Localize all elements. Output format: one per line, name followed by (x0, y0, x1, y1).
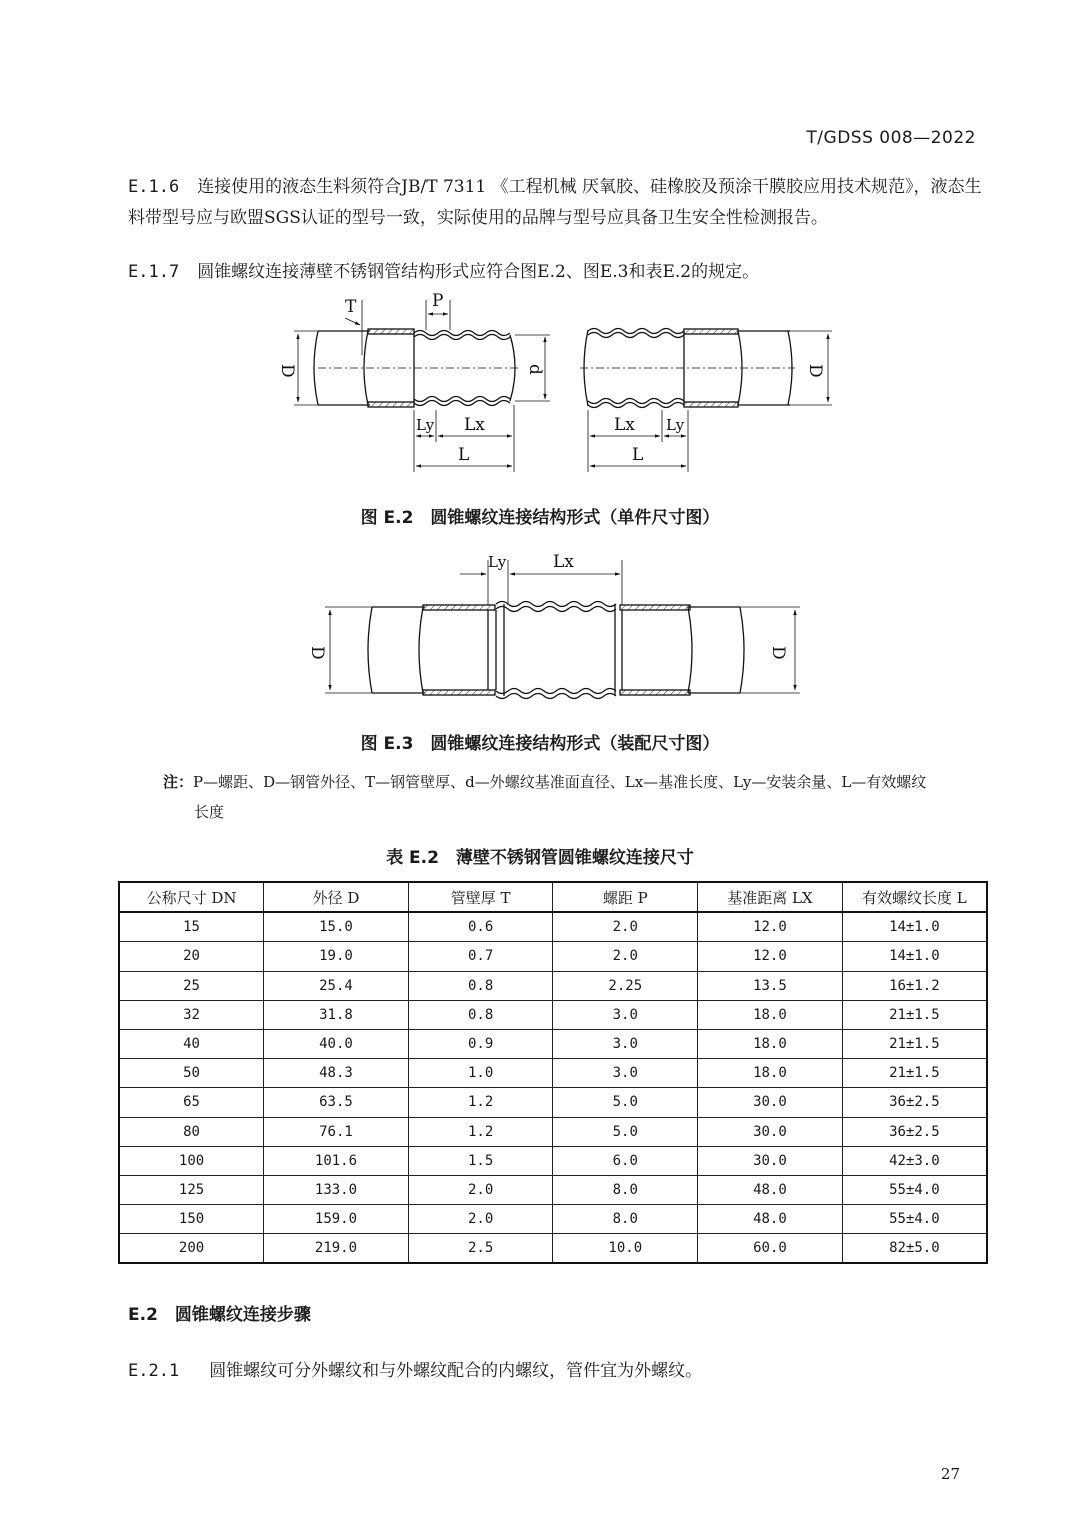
table-header-row (119, 882, 987, 912)
cell: 100 (119, 1146, 264, 1175)
cell: 60.0 (698, 1234, 843, 1264)
label-ly: Ly (488, 553, 507, 571)
label-lx-left: Lx (464, 415, 485, 435)
cell: 159.0 (264, 1205, 409, 1234)
cell: 21±1.5 (842, 1029, 987, 1058)
cell: 15.0 (264, 912, 409, 942)
table-row (119, 912, 987, 942)
cell: 0.9 (408, 1029, 553, 1058)
label-d-small: d (525, 364, 545, 375)
cell: 1.5 (408, 1146, 553, 1175)
left-pipe-part (314, 329, 520, 407)
cell: 101.6 (264, 1146, 409, 1175)
clause-e116 (128, 172, 983, 234)
cell: 8.0 (553, 1175, 698, 1204)
cell: 15 (119, 912, 264, 942)
header-dn: 公称尺寸 DN (119, 882, 264, 912)
label-d-left: D (277, 364, 297, 378)
cell: 21±1.5 (842, 1059, 987, 1088)
cell: 16±1.2 (842, 971, 987, 1000)
right-pipe-part (580, 329, 795, 408)
cell: 200 (119, 1234, 264, 1264)
table-row (119, 1175, 987, 1204)
figure-e3-caption: 图 E.3 圆锥螺纹连接结构形式（装配尺寸图） (360, 734, 720, 754)
cell: 48.3 (264, 1059, 409, 1088)
label-d-left: D (307, 646, 327, 660)
cell: 3.0 (553, 1000, 698, 1029)
header-pitch: 螺距 P (553, 882, 698, 912)
cell: 18.0 (698, 1059, 843, 1088)
cell: 20 (119, 942, 264, 971)
table-row (119, 1000, 987, 1029)
cell: 19.0 (264, 942, 409, 971)
clause-text: 连接使用的液态生料须符合JB/T 7311 《工程机械 厌氧胶、硅橡胶及预涂干膜胶应用技术规范》，液态生料带型号应与欧盟SGS认证的型号一致，实际使用的品牌与型号应具备卫生安全性检测报告。 (128, 177, 982, 228)
cell: 55±4.0 (842, 1205, 987, 1234)
table-row (119, 1117, 987, 1146)
table-e2 (118, 881, 988, 1264)
clause-e21 (128, 1356, 983, 1387)
label-ly-right: Ly (666, 416, 685, 434)
header-wall-thickness: 管壁厚 T (408, 882, 553, 912)
table-row (119, 1146, 987, 1175)
figure-e3-diagram (0, 545, 1080, 705)
cell: 2.0 (408, 1205, 553, 1234)
cell: 31.8 (264, 1000, 409, 1029)
label-p: P (432, 291, 444, 311)
note-label: 注： (163, 773, 194, 791)
label-d-right: D (768, 646, 788, 660)
cell: 25.4 (264, 971, 409, 1000)
header-thread-length: 有效螺纹长度 L (842, 882, 987, 912)
section-number: E.2 (128, 1305, 158, 1325)
cell: 18.0 (698, 1000, 843, 1029)
cell: 5.0 (553, 1117, 698, 1146)
cell: 40 (119, 1029, 264, 1058)
label-l-right: L (632, 445, 644, 465)
cell: 2.0 (553, 942, 698, 971)
cell: 10.0 (553, 1234, 698, 1264)
note-line-1: P—螺距、D—钢管外径、T—钢管壁厚、d—外螺纹基准面直径、Lx—基准长度、Ly—安装余量、L—有效螺纹 (193, 773, 927, 791)
header-base-distance: 基准距离 LX (698, 882, 843, 912)
cell: 80 (119, 1117, 264, 1146)
cell: 32 (119, 1000, 264, 1029)
header-outer-diameter: 外径 D (264, 882, 409, 912)
cell: 82±5.0 (842, 1234, 987, 1264)
cell: 50 (119, 1059, 264, 1088)
cell: 0.8 (408, 971, 553, 1000)
cell: 13.5 (698, 971, 843, 1000)
cell: 18.0 (698, 1029, 843, 1058)
cell: 125 (119, 1175, 264, 1204)
cell: 48.0 (698, 1175, 843, 1204)
cell: 8.0 (553, 1205, 698, 1234)
cell: 2.0 (408, 1175, 553, 1204)
label-lx: Lx (553, 552, 574, 572)
cell: 55±4.0 (842, 1175, 987, 1204)
cell: 0.6 (408, 912, 553, 942)
cell: 12.0 (698, 912, 843, 942)
cell: 76.1 (264, 1117, 409, 1146)
table-row (119, 942, 987, 971)
cell: 133.0 (264, 1175, 409, 1204)
clause-number: E.1.6 (128, 177, 180, 197)
cell: 36±2.5 (842, 1117, 987, 1146)
table-e2-caption: 表 E.2 薄壁不锈钢管圆锥螺纹连接尺寸 (386, 848, 694, 868)
table-row (119, 1088, 987, 1117)
cell: 2.25 (553, 971, 698, 1000)
document-code: T/GDSS 008—2022 (806, 128, 976, 148)
table-row (119, 1205, 987, 1234)
table-row (119, 1029, 987, 1058)
cell: 150 (119, 1205, 264, 1234)
figure-e2-caption: 图 E.2 圆锥螺纹连接结构形式（单件尺寸图） (360, 508, 720, 528)
cell: 1.2 (408, 1117, 553, 1146)
cell: 30.0 (698, 1146, 843, 1175)
clause-text: 圆锥螺纹连接薄壁不锈钢管结构形式应符合图E.2、图E.3和表E.2的规定。 (197, 262, 760, 282)
cell: 14±1.0 (842, 942, 987, 971)
cell: 3.0 (553, 1029, 698, 1058)
cell: 30.0 (698, 1088, 843, 1117)
clause-number: E.1.7 (128, 262, 180, 282)
label-d-right: D (805, 364, 825, 378)
cell: 63.5 (264, 1088, 409, 1117)
section-title: 圆锥螺纹连接步骤 (174, 1305, 311, 1325)
figure-note (163, 767, 983, 827)
cell: 21±1.5 (842, 1000, 987, 1029)
label-l-left: L (458, 445, 470, 465)
cell: 48.0 (698, 1205, 843, 1234)
cell: 12.0 (698, 942, 843, 971)
cell: 25 (119, 971, 264, 1000)
cell: 30.0 (698, 1117, 843, 1146)
cell: 219.0 (264, 1234, 409, 1264)
cell: 6.0 (553, 1146, 698, 1175)
cell: 5.0 (553, 1088, 698, 1117)
cell: 2.0 (553, 912, 698, 942)
table-row (119, 1234, 987, 1264)
page-number: 27 (940, 1465, 960, 1483)
cell: 36±2.5 (842, 1088, 987, 1117)
clause-text: 圆锥螺纹可分外螺纹和与外螺纹配合的内螺纹，管件宜为外螺纹。 (209, 1361, 703, 1381)
label-ly-left: Ly (416, 416, 435, 434)
clause-number: E.2.1 (128, 1361, 180, 1381)
cell: 1.0 (408, 1059, 553, 1088)
cell: 2.5 (408, 1234, 553, 1264)
section-e2-heading (128, 1300, 311, 1325)
cell: 0.7 (408, 942, 553, 971)
note-line-2: 长度 (194, 803, 225, 821)
table-row (119, 971, 987, 1000)
table-row (119, 1059, 987, 1088)
cell: 40.0 (264, 1029, 409, 1058)
cell: 0.8 (408, 1000, 553, 1029)
label-t: T (345, 297, 357, 317)
cell: 3.0 (553, 1059, 698, 1088)
figure-e2-diagram (0, 288, 1080, 488)
clause-e117 (128, 257, 983, 288)
label-lx-right: Lx (614, 415, 635, 435)
cell: 14±1.0 (842, 912, 987, 942)
cell: 65 (119, 1088, 264, 1117)
cell: 1.2 (408, 1088, 553, 1117)
cell: 42±3.0 (842, 1146, 987, 1175)
